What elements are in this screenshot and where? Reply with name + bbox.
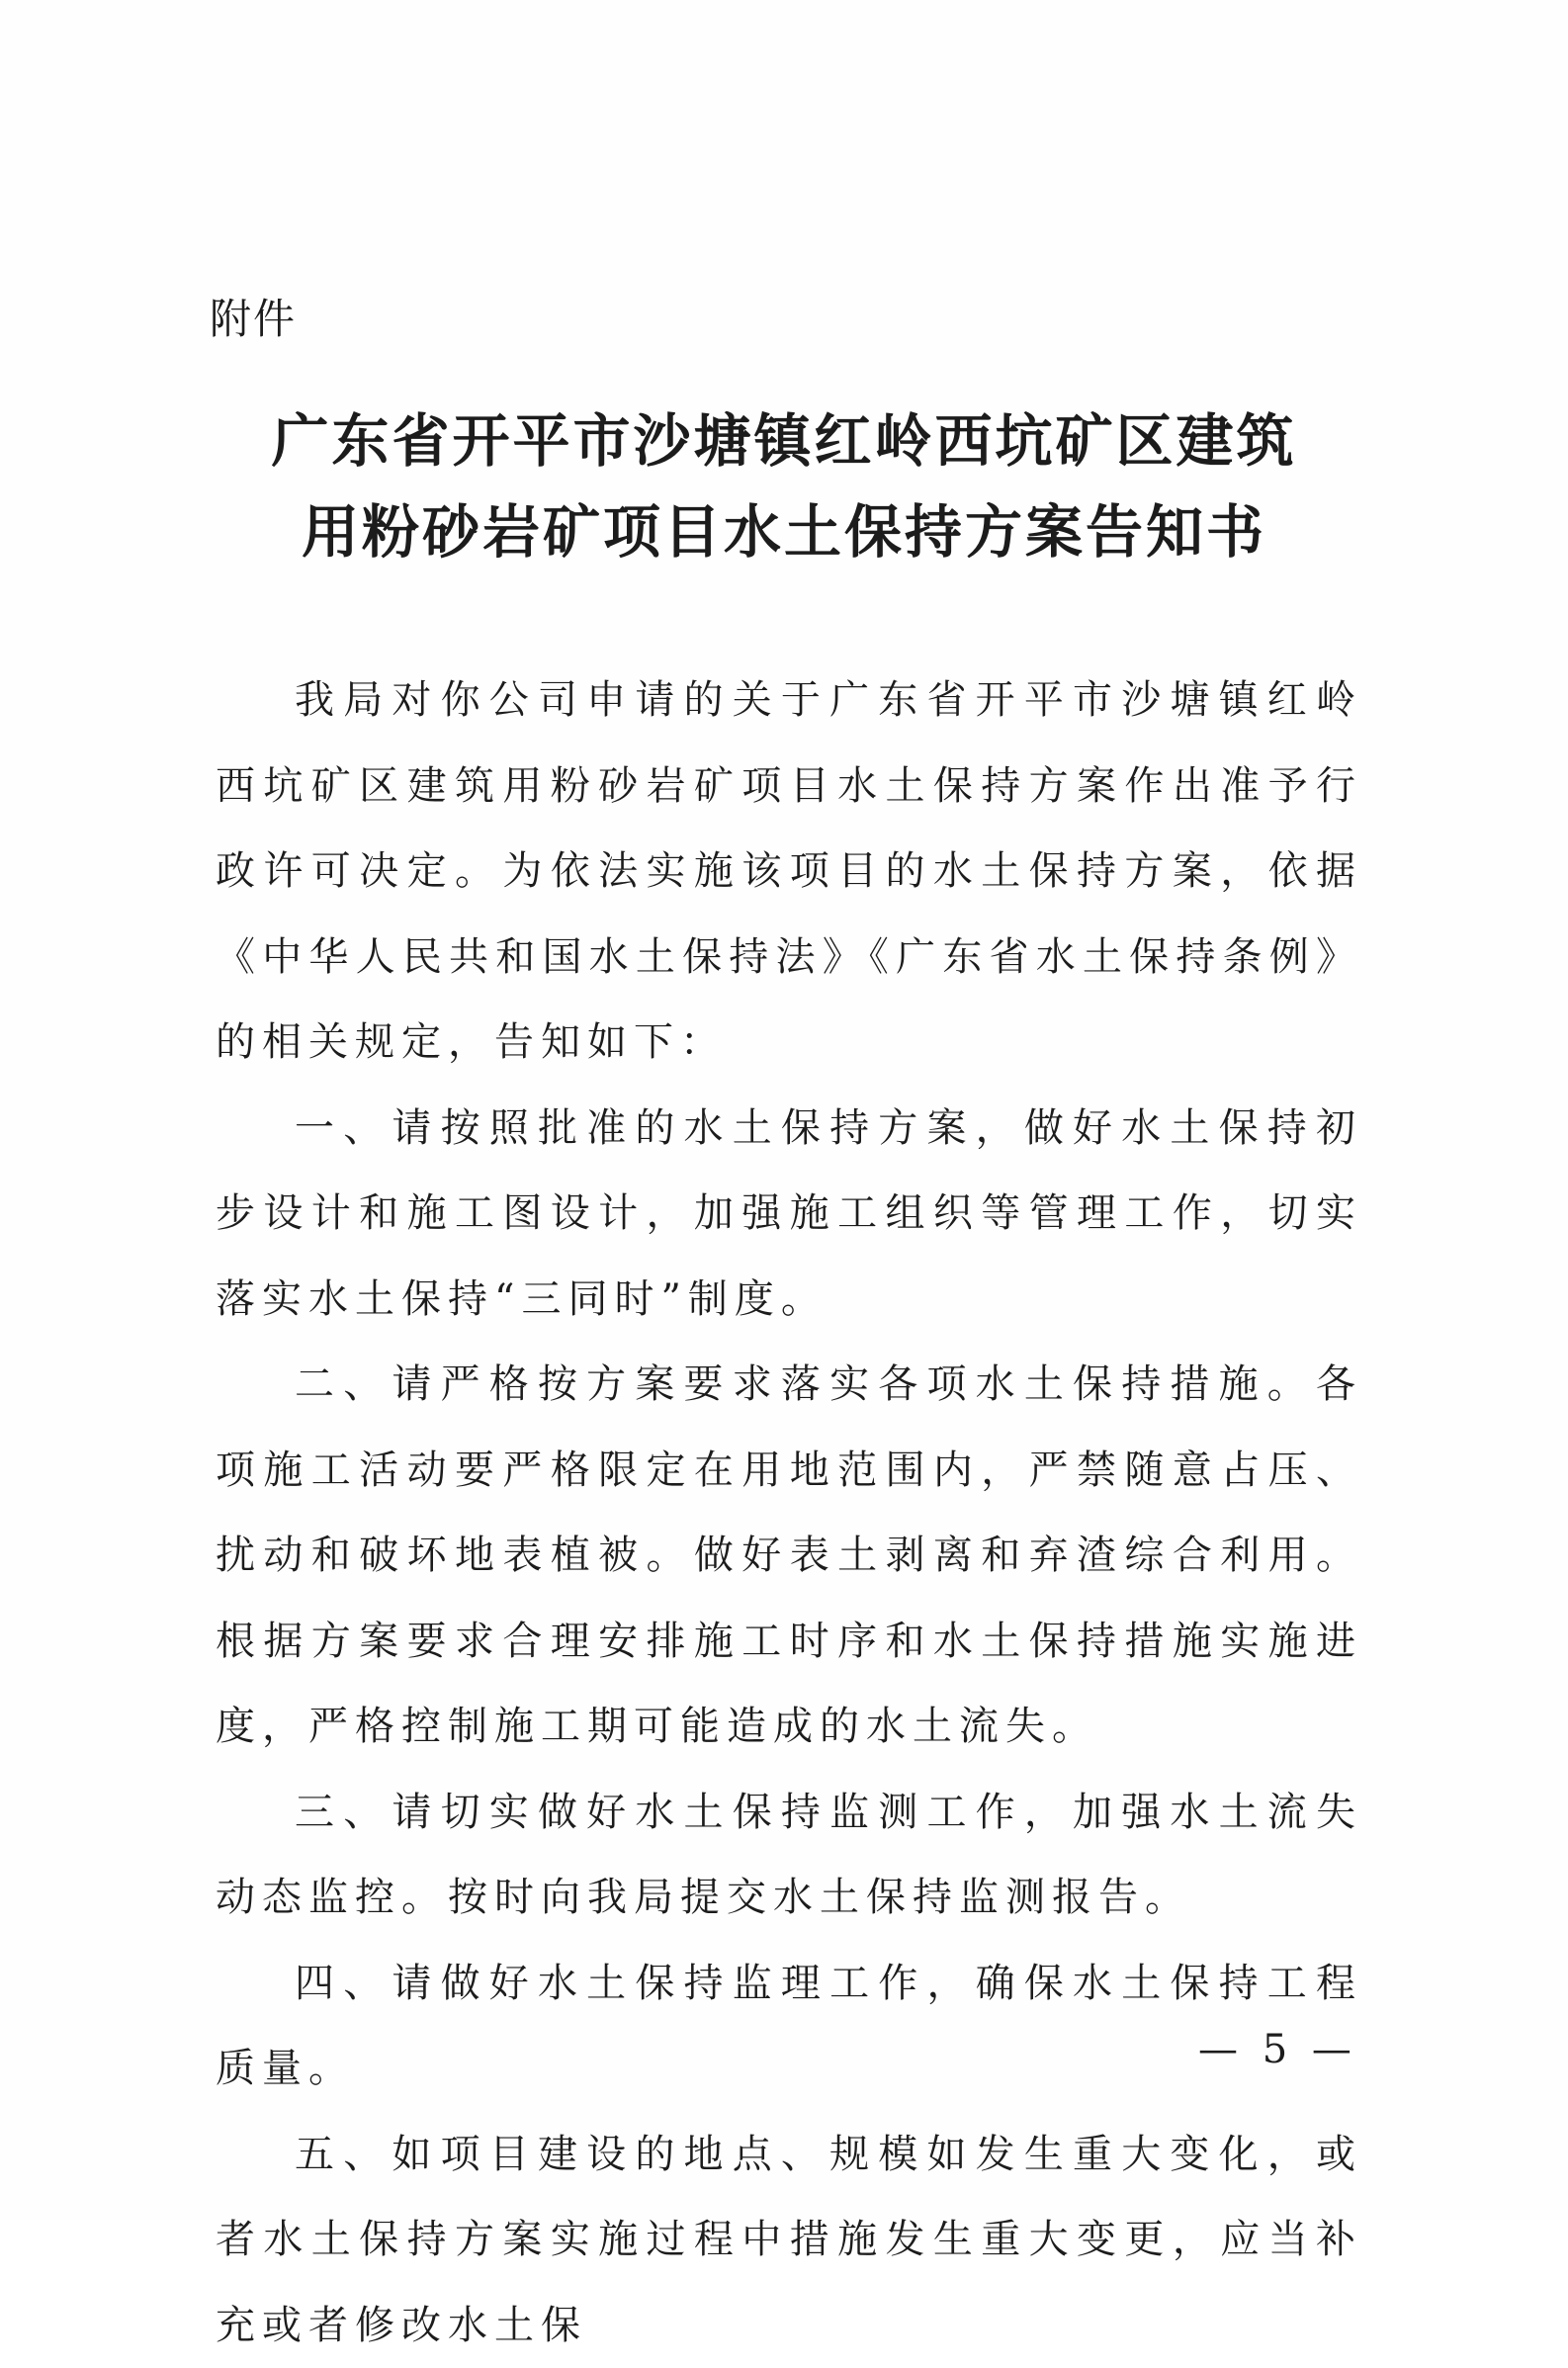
attachment-label: 附件: [210, 287, 297, 346]
paragraph-item-4: 四、请做好水土保持监理工作，确保水土保持工程质量。: [216, 1941, 1362, 2112]
title-line-1: 广东省开平市沙塘镇红岭西坑矿区建筑: [0, 395, 1568, 486]
paragraph-item-5: 五、如项目建设的地点、规模如发生重大变化，或者水土保持方案实施过程中措施发生重大变更，应当补充或者修改水土保: [216, 2112, 1362, 2368]
paragraph-item-1: 一、请按照批准的水土保持方案，做好水土保持初步设计和施工图设计，加强施工组织等管理工作，切实落实水土保持“三同时”制度。: [216, 1086, 1362, 1343]
paragraph-intro: 我局对你公司申请的关于广东省开平市沙塘镇红岭西坑矿区建筑用粉砂岩矿项目水土保持方案作出准予行政许可决定。为依法实施该项目的水土保持方案，依据《中华人民共和国水土保持法》《广东省水土保持条例》的相关规定，告知如下：: [216, 658, 1362, 1086]
paragraph-item-2: 二、请严格按方案要求落实各项水土保持措施。各项施工活动要严格限定在用地范围内，严禁随意占压、扰动和破坏地表植被。做好表土剥离和弃渣综合利用。根据方案要求合理安排施工时序和水土保持措施实施进度，严格控制施工期可能造成的水土流失。: [216, 1342, 1362, 1770]
page-number: — 5 —: [1198, 2027, 1357, 2072]
document-title: [0, 395, 1568, 577]
document-body: [216, 658, 1362, 2368]
title-line-2: 用粉砂岩矿项目水土保持方案告知书: [0, 486, 1568, 577]
paragraph-item-3: 三、请切实做好水土保持监测工作，加强水土流失动态监控。按时向我局提交水土保持监测报告。: [216, 1770, 1362, 1941]
